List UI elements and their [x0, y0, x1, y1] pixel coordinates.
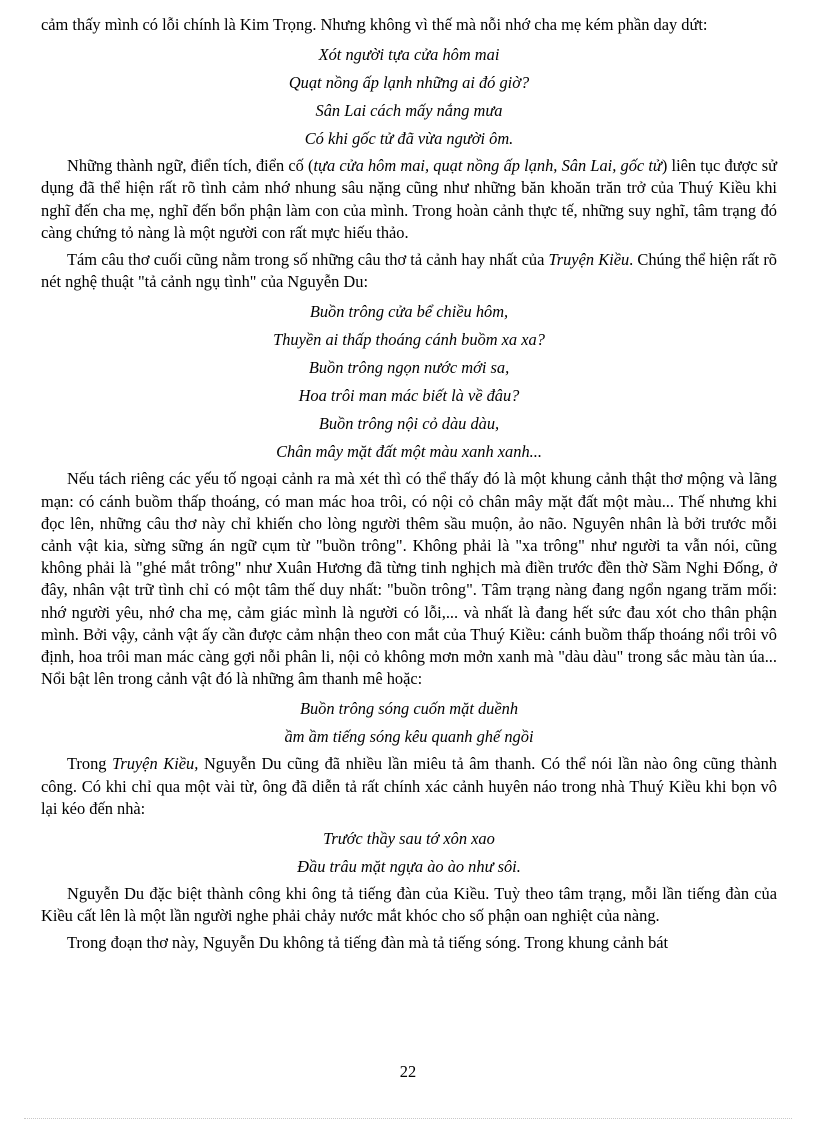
paragraph-sound: [41, 753, 777, 820]
paragraph-idioms: [41, 155, 777, 244]
paragraph-scenery: Nếu tách riêng các yếu tố ngoại cảnh ra mà xét thì có thể thấy đó là một khung cảnh thật thơ mộng và lãng mạn: có cánh buồm thấp thoáng, có man mác hoa trôi, có nội cỏ chân mây mặt đất một màu... Thế nhưng khi đọc lên, những câu thơ này chỉ khiến cho lòng người thêm sầu muộn, ảo não. Nguyên nhân là bởi trước mỗi cảnh vật kia, sừng sững án ngữ cụm từ "buồn trông". Không phải là "xa trông" như người ta vẫn nói, cũng không phải là "ghé mắt trông" như Xuân Hương đã từng tinh nghịch mà điền trước đền thờ Sầm Nghi Đống, ở đây, nhân vật trữ tình chỉ có một tâm thế duy nhất: "buồn trông". Tâm trạng nàng đang ngổn ngang trăm mối: nhớ người yêu, nhớ cha mẹ, cảm giác mình là người có lỗi,... và nhất là đang hết sức đau xót cho thân phận mình. Bởi vậy, cảnh vật ấy cần được cảm nhận theo con mắt của Thuý Kiều: cánh buồm thấp thoáng nổi trôi vô định, hoa trôi man mác càng gợi nỗi phân li, nội cỏ không mơn mởn xanh mà "dàu dàu" trong sắc màu tàn úa... Nổi bật lên trong cảnh vật đó là những âm thanh mê hoặc:: [41, 469, 777, 689]
document-page: [41, 14, 777, 960]
paragraph-intro: cảm thấy mình có lỗi chính là Kim Trọng. Nhưng không vì thế mà nỗi nhớ cha mẹ kém phần day dứt:: [41, 15, 708, 34]
paragraph-emphasis: Truyện Kiều: [548, 250, 630, 270]
verse-line: ầm ầm tiếng sóng kêu quanh ghế ngồi: [284, 727, 534, 747]
paragraph-text: Trong: [67, 754, 113, 774]
paragraph-lute: Nguyễn Du đặc biệt thành công khi ông tả tiếng đàn của Kiều. Tuỳ theo tâm trạng, mỗi lần tiếng đàn của Kiều cất lên là một lần người nghe phải chảy nước mắt khóc cho số phận oan nghiệt của nàng.: [41, 884, 777, 926]
verse-line: Quạt nồng ấp lạnh những ai đó giờ?: [288, 73, 530, 93]
paragraph-waves: Trong đoạn thơ này, Nguyễn Du không tả tiếng đàn mà tả tiếng sóng. Trong khung cảnh bát: [67, 933, 669, 953]
verse-line: Sân Lai cách mấy nắng mưa: [315, 101, 503, 121]
verse-block-3: [41, 695, 777, 751]
paragraph-emphasis: tựa cửa hôm mai, quạt nồng ấp lạnh, Sân Lai, gốc tử: [313, 156, 662, 176]
verse-line: Buồn trông ngọn nước mới sa,: [308, 358, 510, 378]
verse-line: Hoa trôi man mác biết là về đâu?: [298, 386, 520, 406]
verse-line: Xót người tựa cửa hôm mai: [318, 45, 500, 65]
paragraph-text: ) liên tục được sử dụng đã thể hiện rất rõ tình cảm nhớ nhung sâu nặng cũng như những băn khoăn trăn trở của Thuý Kiều khi nghĩ đến cha mẹ, nghĩ đến bổn phận làm con của mình. Trong hoàn cảnh thực tế, những suy nghĩ, tâm trạng đó càng chứng tỏ nàng là một người con rất mực hiếu thảo.: [41, 156, 777, 242]
verse-line: Chân mây mặt đất một màu xanh xanh...: [276, 442, 542, 462]
verse-line: Buồn trông nội cỏ dàu dàu,: [318, 414, 500, 434]
paragraph-emphasis: Truyện Kiều,: [112, 754, 199, 774]
verse-block-2: [41, 298, 777, 466]
paragraph-text: Nguyễn Du cũng đã nhiều lần miêu tả âm thanh. Có thể nói lần nào ông cũng thành công. Có khi chỉ qua một vài từ, ông đã diễn tả rất chính xác cảnh huyên náo trong nhà Thuý Kiều khi bọn vô lại kéo đến nhà:: [41, 754, 778, 818]
verse-line: Thuyền ai thấp thoáng cánh buồm xa xa?: [273, 330, 545, 350]
paragraph-text: Tám câu thơ cuối cũng nằm trong số những câu thơ tả cảnh hay nhất của: [67, 250, 549, 270]
verse-line: Trước thầy sau tớ xôn xao: [323, 829, 495, 849]
paragraph-eight-lines: [41, 249, 777, 293]
page-number: 22: [399, 1062, 417, 1081]
verse-line: Buồn trông cửa bể chiều hôm,: [309, 302, 509, 322]
page-bottom-divider: [24, 1118, 792, 1119]
verse-block-1: [41, 41, 777, 153]
paragraph-text: Những thành ngữ, điển tích, điển cố (: [67, 156, 314, 176]
paragraph-text: . Chúng thể hiện rất rõ nét nghệ thuật "tả cảnh ngụ tình" của Nguyễn Du:: [41, 250, 777, 292]
verse-block-4: [41, 825, 777, 881]
verse-line: Có khi gốc tử đã vừa người ôm.: [304, 129, 514, 149]
verse-line: Buồn trông sóng cuốn mặt duềnh: [299, 699, 519, 719]
verse-line: Đầu trâu mặt ngựa ào ào như sôi.: [297, 857, 521, 877]
